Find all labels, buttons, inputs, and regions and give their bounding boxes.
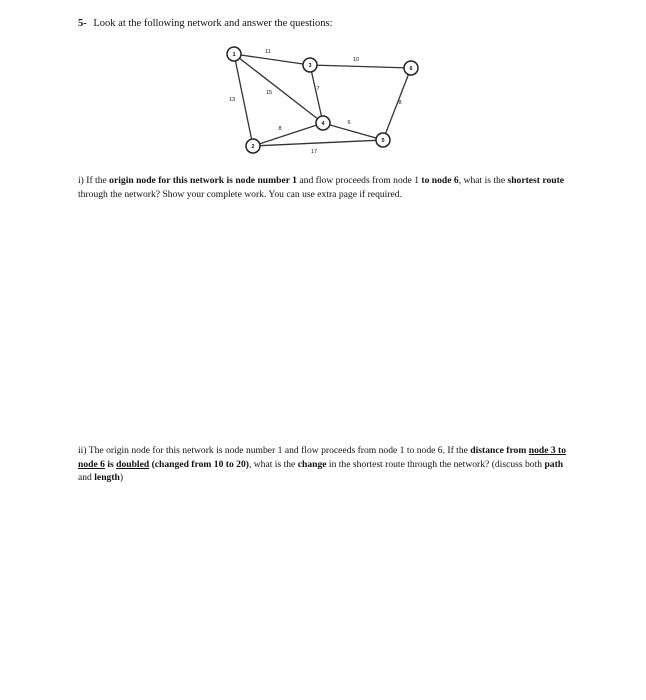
edge-weight-2-4: 8 — [278, 126, 282, 132]
edge-weight-2-5: 17 — [310, 149, 318, 155]
edge-3-6 — [310, 65, 411, 68]
edge-weight-1-4: 15 — [265, 90, 273, 96]
network-diagram — [0, 0, 646, 180]
node-5 — [376, 133, 390, 147]
edge-weight-4-5: 6 — [347, 120, 351, 126]
part-i-bold-shortest-route: shortest route — [507, 175, 565, 186]
network-edges — [234, 54, 411, 146]
node-3 — [303, 58, 317, 72]
node-label-3: 3 — [308, 63, 312, 69]
part-ii-bold-distance: distance from — [470, 445, 529, 456]
part-ii-underline-node-3-6: node 3 to node 6 — [78, 445, 567, 470]
part-ii-text-5: ) — [119, 472, 124, 484]
edge-weight-1-3: 11 — [265, 49, 271, 55]
edge-6-5 — [383, 68, 411, 140]
edge-2-4 — [253, 123, 323, 146]
part-ii-text-3: in the shortest route through the network? (discuss both — [326, 458, 545, 470]
part-ii-text-4: and — [78, 472, 95, 484]
node-label-5: 5 — [381, 138, 385, 144]
part-ii-bold-path: path — [544, 458, 564, 470]
part-ii-text-1: ii) The origin node for this network is node number 1 and flow proceeds from node 1 to node 6. If the — [78, 445, 471, 456]
part-ii-text-2: , what is the — [248, 458, 298, 470]
question-part-i — [78, 174, 576, 201]
node-1 — [227, 47, 241, 61]
edge-weight-6-5: 8 — [398, 100, 402, 106]
edge-1-2 — [234, 54, 253, 146]
question-number: 5- — [78, 18, 87, 29]
part-ii-bold-change: change — [297, 458, 327, 470]
node-label-2: 2 — [251, 144, 255, 150]
part-i-bold-destination: to node 6 — [421, 175, 459, 186]
node-label-1: 1 — [232, 52, 236, 58]
edge-weight-3-6: 10 — [352, 57, 360, 63]
part-ii-bold-is: is — [104, 458, 117, 470]
edge-4-5 — [323, 123, 383, 140]
part-ii-bold-changed: (changed from 10 to 20) — [149, 458, 249, 470]
question-prompt: Look at the following network and answer the questions: — [93, 18, 333, 29]
part-i-text-2: and flow proceeds from node 1 — [296, 175, 422, 186]
part-i-bold-origin: origin node for this network is node number 1 — [109, 175, 297, 186]
node-label-4: 4 — [321, 121, 325, 127]
edge-weight-1-2: 13 — [228, 97, 236, 103]
node-6 — [404, 61, 418, 75]
part-ii-bold-length: length — [94, 472, 120, 484]
question-part-ii — [78, 444, 576, 485]
edge-weight-3-4: 7 — [316, 86, 320, 92]
part-i-text-1: i) If the — [78, 175, 110, 186]
edge-2-5 — [253, 140, 383, 146]
network-nodes — [227, 47, 418, 153]
part-ii-underline-doubled: doubled — [116, 458, 150, 470]
part-i-text-3: , what is the — [458, 175, 508, 186]
node-label-6: 6 — [409, 66, 413, 72]
part-i-text-4: through the network? Show your complete work. You can use extra page if required. — [78, 188, 402, 200]
node-2 — [246, 139, 260, 153]
node-4 — [316, 116, 330, 130]
